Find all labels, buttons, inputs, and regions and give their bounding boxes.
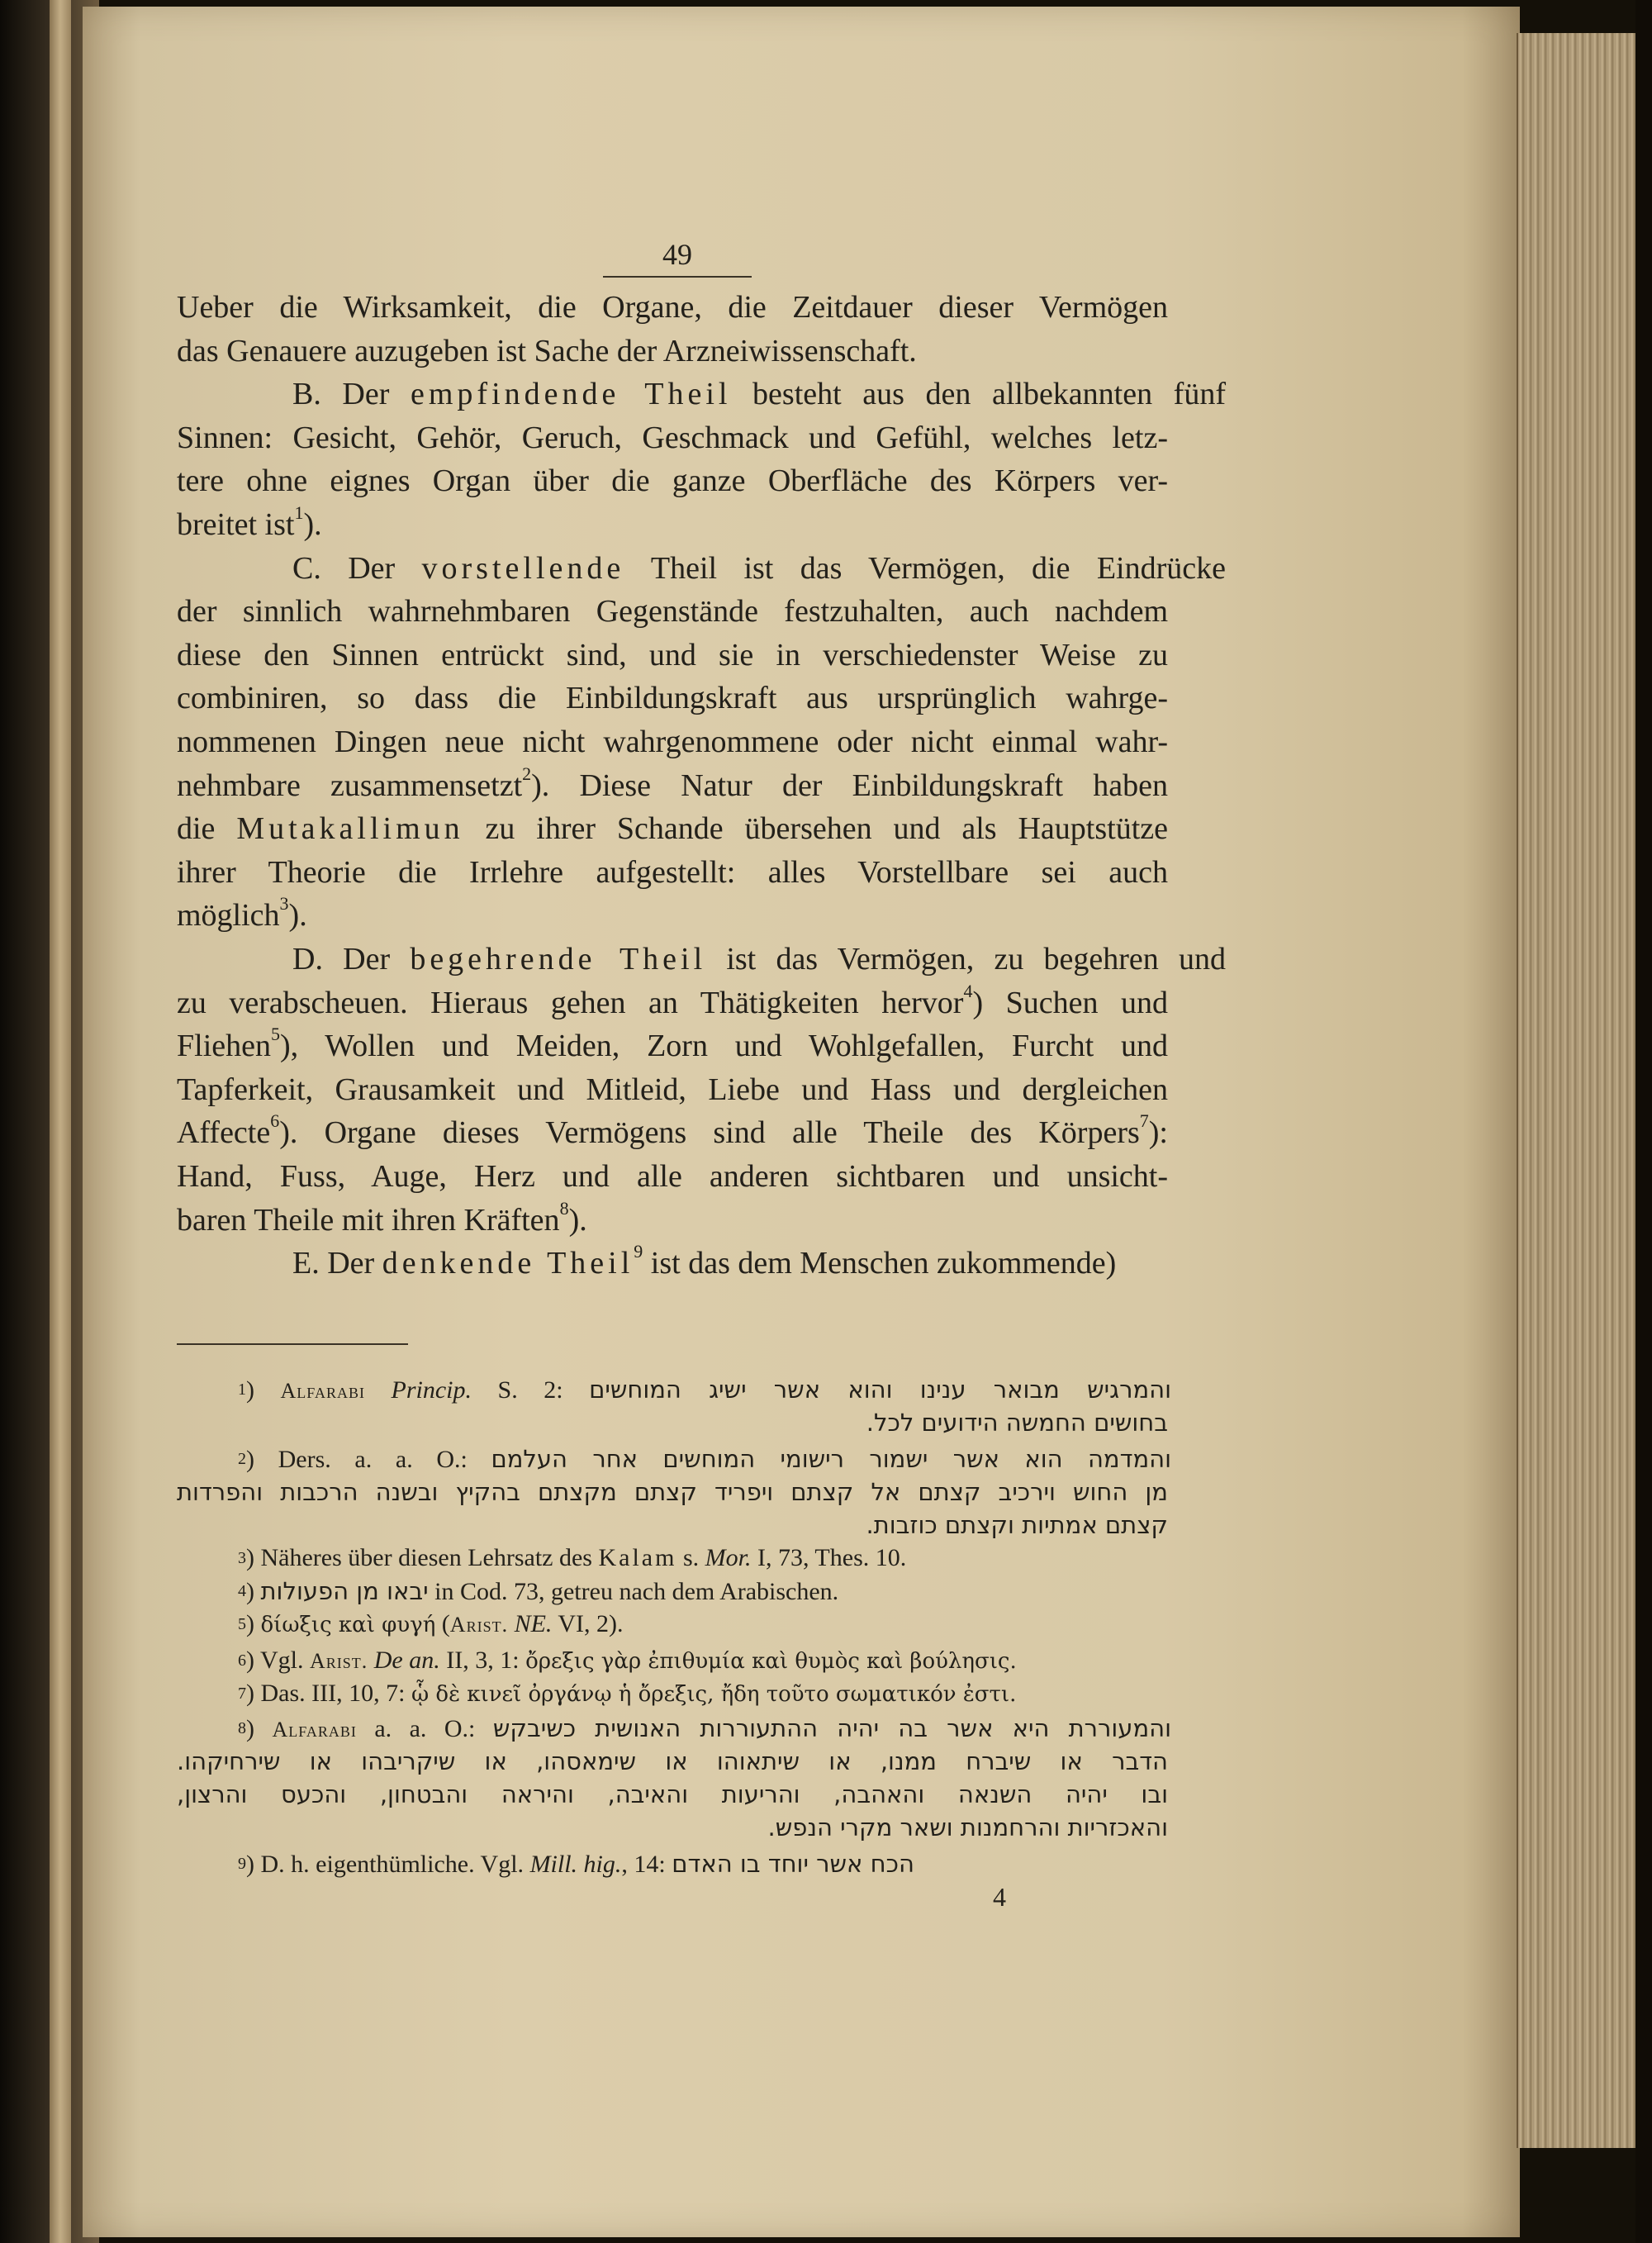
body-text-span: ihrer Theorie die Irrlehre aufgestellt: alles Vorstellbare sei auch	[177, 855, 1168, 890]
footnote-reference: 2	[522, 763, 532, 784]
footnote-1: $^1$) Alfarabi Princip. S. 2: והמרגיש מבואר ענינו והוא אשר ישיג המוחשים	[238, 1376, 1171, 1404]
body-text-span: Affecte	[177, 1115, 271, 1150]
footnote-6: $^6$) Vgl. Arist. De an. II, 3, 1: ὄρεξις γὰρ ἐπιθυμία καὶ θυμὸς καὶ βούλησις.	[238, 1647, 1017, 1674]
body-line	[177, 330, 1168, 373]
body-line	[177, 851, 1168, 894]
body-text-span: Ueber die Wirksamkeit, die Organe, die Zeitdauer dieser Vermögen	[177, 290, 1168, 325]
footnote-reference: 4	[963, 981, 973, 1001]
footnote-8-cont-1: הדבר או שיברח ממנו, או שיתאוהו או שימאסהו, או שיקריבהו או שירחיקהו.	[177, 1747, 1168, 1775]
body-text-span: nommenen Dingen neue nicht wahrgenommene oder nicht einmal wahr-	[177, 725, 1168, 759]
body-text-span: die	[177, 811, 237, 846]
body-text-span: begehrende Theil	[410, 942, 707, 977]
body-text-span: diese den Sinnen entrückt sind, und sie in verschiedenster Weise zu	[177, 638, 1168, 672]
body-text-span: ). Diese Natur der Einbildungskraft haben	[531, 768, 1168, 803]
footnote-reference: 6	[270, 1110, 280, 1131]
body-text-span: combiniren, so dass die Einbildungskraft aus ursprünglich wahrge-	[177, 681, 1168, 715]
body-line	[235, 1242, 1226, 1285]
page-fore-edge	[1517, 33, 1652, 2148]
footnote-1-cont: בחושים החמשה הידועים לכל.	[866, 1409, 1168, 1437]
body-text-span: D. Der	[292, 942, 411, 977]
footnote-5: $^5$) δίωξις καὶ φυγή (Arist. NE. VI, 2).	[238, 1610, 624, 1637]
page-number: 49	[662, 238, 692, 271]
footnote-2-cont-1: מן החוש וירכיב קצתם אל קצתם ויפריד קצתם מקצתם בהקיץ ובשנה הרכבות והפרדות	[177, 1478, 1168, 1506]
body-line	[177, 1155, 1168, 1198]
body-text-span: nehmbare zusammensetzt	[177, 768, 523, 803]
body-line	[177, 634, 1168, 677]
footnote-8: $^8$) Alfarabi a. a. O.: והמעוררת היא אשר בה יהיה ההתעוררות האנושית כשיבקש	[238, 1714, 1172, 1742]
footnote-8-cont-3: והאכזריות והרחמנות ושאר מקרי הנפש.	[767, 1813, 1168, 1841]
body-text-span: ist das Vermögen, zu begehren und	[706, 942, 1226, 977]
body-text-span: ), Wollen und Meiden, Zorn und Wohlgefallen, Furcht und	[279, 1029, 1168, 1063]
body-text-span: )	[1105, 1246, 1117, 1281]
signature-mark: 4	[993, 1882, 1006, 1912]
footnote-9: $^9$) D. h. eigenthümliche. Vgl. Mill. hig., 14: הכח אשר יוחד בו האדם	[238, 1850, 914, 1878]
body-line	[177, 590, 1168, 633]
body-text-span: ).	[568, 1203, 587, 1238]
body-line	[177, 981, 1168, 1024]
footnote-8-cont-2: ובו יהיה השנאה והאהבה, והריעות והאיבה, והיראה והבטחון, והכעס והרצון,	[177, 1780, 1168, 1808]
body-text-span: besteht aus den allbekannten fünf	[731, 377, 1226, 411]
body-line	[177, 677, 1168, 720]
body-line	[177, 764, 1168, 807]
footnote-2: $^2$) Ders. a. a. O.: והמדמה הוא אשר ישמור רישומי המוחשים אחר העלמם	[238, 1445, 1172, 1473]
footnote-3: $^3$) Näheres über diesen Lehrsatz des Kalam s. Mor. I, 73, Thes. 10.	[238, 1544, 907, 1571]
footnote-reference: 5	[270, 1024, 280, 1044]
footnote-reference: 9	[634, 1241, 643, 1262]
body-line	[177, 416, 1168, 459]
body-text-span: ).	[303, 507, 322, 542]
footnote-rule	[177, 1343, 408, 1345]
body-text-span: E. Der	[292, 1246, 382, 1281]
body-text-span: ist das dem Menschen zukommende	[643, 1246, 1106, 1281]
header-rule	[603, 276, 752, 278]
body-text-span: breitet ist	[177, 507, 295, 542]
body-text-span: ).	[288, 898, 307, 933]
body-line	[235, 938, 1226, 981]
body-text-span: Theil ist das Vermögen, die Eindrücke	[624, 551, 1226, 586]
body-text-span: Sinnen: Gesicht, Gehör, Geruch, Geschmack und Gefühl, welches letz-	[177, 421, 1168, 455]
body-line	[177, 459, 1168, 502]
body-line	[177, 503, 1168, 546]
body-line	[235, 373, 1226, 416]
body-line	[177, 1068, 1168, 1111]
footnote-reference: 3	[279, 893, 289, 914]
body-line	[177, 1024, 1168, 1067]
body-text-span: der sinnlich wahrnehmbaren Gegenstände festzuhalten, auch nachdem	[177, 594, 1168, 629]
edge-shadow	[1635, 0, 1652, 2243]
footnote-2-cont-2: קצתם אמתיות וקצתם כוזבות.	[866, 1511, 1168, 1539]
body-text-span: Fliehen	[177, 1029, 271, 1063]
body-text-span: ):	[1148, 1115, 1168, 1150]
body-text-span: Mutakallimun	[236, 811, 464, 846]
body-text-span: vorstellende	[421, 551, 625, 586]
body-line	[177, 1111, 1168, 1154]
facing-page-edge	[50, 0, 71, 2243]
body-text-span: C. Der	[292, 551, 422, 586]
body-text-span: das Genauere auzugeben ist Sache der Arzneiwissenschaft.	[177, 334, 917, 368]
body-text-span: zu verabscheuen. Hieraus gehen an Thätigkeiten hervor	[177, 986, 964, 1020]
footnote-4: $^4$) יבאו מן הפעולות in Cod. 73, getreu nach dem Arabischen.	[238, 1577, 839, 1605]
body-text-span: zu ihrer Schande übersehen und als Hauptstütze	[463, 811, 1168, 846]
footnote-reference: 1	[294, 502, 304, 523]
body-line	[235, 547, 1226, 590]
body-text-span: Hand, Fuss, Auge, Herz und alle anderen sichtbaren und unsicht-	[177, 1159, 1168, 1194]
body-line	[177, 286, 1168, 329]
body-text-span: ). Organe dieses Vermögens sind alle Theile des Körpers	[279, 1115, 1140, 1150]
body-text-span: empfindende Theil	[410, 377, 732, 411]
body-line	[177, 1199, 1168, 1242]
footnote-7: $^7$) Das. III, 10, 7: ᾧ δὲ κινεῖ ὀργάνῳ ἡ ὄρεξις, ἤδη τοῦτο σωματικόν ἐστι.	[238, 1680, 1017, 1707]
body-text-span: Tapferkeit, Grausamkeit und Mitleid, Liebe und Hass und dergleichen	[177, 1072, 1168, 1107]
body-text-span: möglich	[177, 898, 280, 933]
body-text-span: baren Theile mit ihren Kräften	[177, 1203, 560, 1238]
body-text-span: denkende Theil	[382, 1246, 634, 1281]
body-line	[177, 894, 1168, 937]
body-line	[177, 720, 1168, 763]
body-line	[177, 807, 1168, 850]
body-text-span: tere ohne eignes Organ über die ganze Oberfläche des Körpers ver-	[177, 463, 1168, 498]
footnote-reference: 7	[1139, 1110, 1149, 1131]
footnote-reference: 8	[559, 1198, 569, 1219]
body-text-span: B. Der	[292, 377, 411, 411]
body-text-span: ) Suchen und	[972, 986, 1168, 1020]
